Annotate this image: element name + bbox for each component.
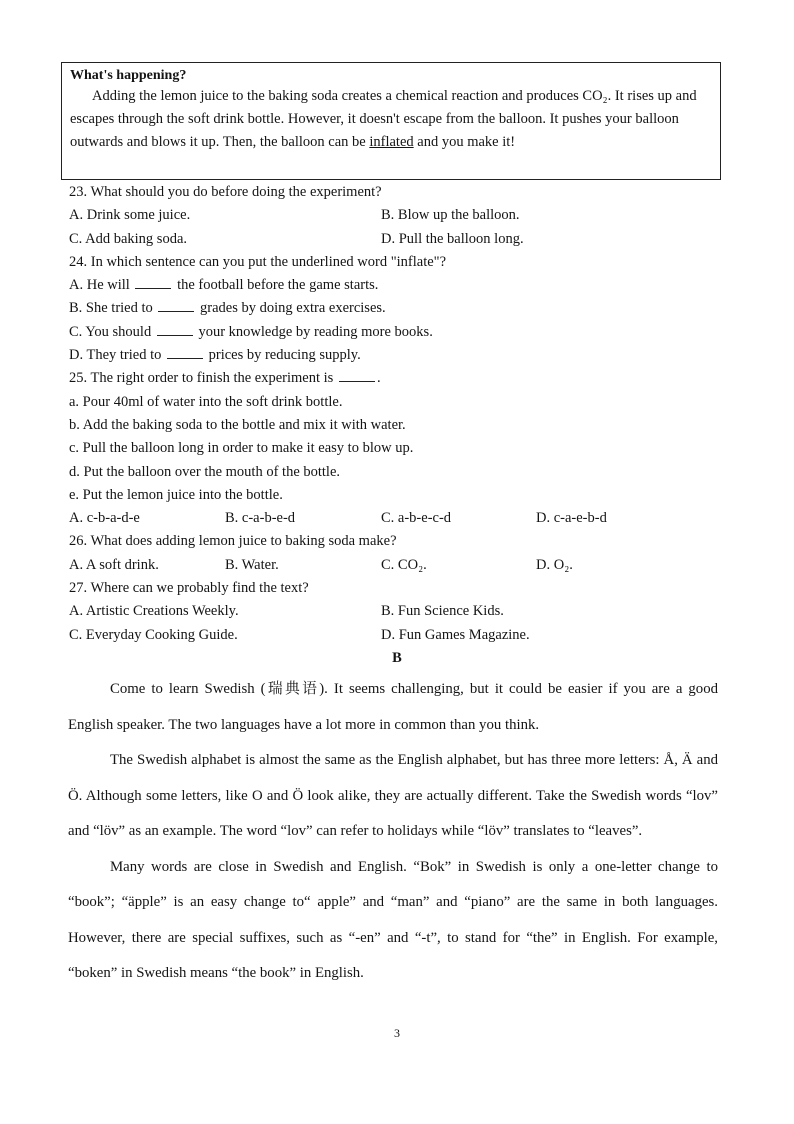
q24-d-post: prices by reducing supply. [208,347,361,364]
q27-option-a: A. Artistic Creations Weekly. [69,603,239,620]
reading-passage [68,672,718,992]
explanation-box [61,62,721,180]
question-27-options-row2 [69,624,729,647]
answer-blank [167,344,203,359]
question-25-options [69,507,729,530]
q25-option-b: B. c-a-b-e-d [225,510,296,527]
underlined-word: inflated [369,134,414,150]
answer-blank [158,297,194,312]
q24-option-d [69,344,729,367]
q23-option-c: C. Add baking soda. [69,230,188,247]
q25-step-d: d. Put the balloon over the mouth of the bottle. [69,463,341,480]
q24-option-b [69,297,729,320]
question-23-options-row2 [69,228,729,251]
question-23-options-row1 [69,204,729,227]
q27-option-c: C. Everyday Cooking Guide. [69,626,238,643]
q23-option-d: D. Pull the balloon long. [381,230,524,247]
q27-option-b: B. Fun Science Kids. [381,603,504,620]
question-26-stem: 26. What does adding lemon juice to baking soda make? [69,533,397,550]
question-25-stem [69,367,729,390]
passage-paragraph-3: Many words are close in Swedish and English. “Bok” in Swedish is only a one-letter change to “book”; “äpple” is an easy change to“ apple” and “man” and “piano” are the same in both languages. However, there are special suffixes, such as “-en” and “-t”, to stand for “the” in English. For example, “boken” in Swedish means “the book” in English. [68,858,718,981]
q26-option-a: A. A soft drink. [69,556,159,573]
q24-d-pre: D. They tried to [69,347,162,364]
q26-option-c: C. CO₂. [381,556,427,573]
q23-option-a: A. Drink some juice. [69,207,191,224]
answer-blank [135,274,171,289]
q25-step-c: c. Pull the balloon long in order to make it easy to blow up. [69,440,414,457]
q25-option-d: D. c-a-e-b-d [536,510,607,527]
box-text-after: and you make it! [413,134,516,150]
q26-option-d: D. O₂. [536,556,573,573]
question-27-options-row1 [69,600,729,623]
q25-option-a: A. c-b-a-d-e [69,510,140,527]
passage-paragraph-2: The Swedish alphabet is almost the same as the English alphabet, but has three more letters: Å, Ä and Ö. Although some letters, like O and Ö look alike, they are actually different. Take the Swedish words “lov” and “löv” as an example. The word “lov” can refer to holidays while “löv” translates to “leaves”. [68,752,718,839]
q23-option-b: B. Blow up the balloon. [381,207,520,224]
q24-c-post: your knowledge by reading more books. [198,323,433,340]
q25-stem-text: 25. The right order to finish the experiment is [69,370,334,387]
q25-step-e: e. Put the lemon juice into the bottle. [69,486,283,503]
answer-blank [157,321,193,336]
question-27-stem: 27. Where can we probably find the text? [69,580,309,597]
q24-c-pre: C. You should [69,323,152,340]
section-heading: B [392,650,402,666]
q27-option-d: D. Fun Games Magazine. [381,626,530,643]
box-title: What's happening? [70,68,187,83]
q25-option-c: C. a-b-e-c-d [381,510,452,527]
question-24-stem: 24. In which sentence can you put the underlined word "inflate"? [69,253,447,270]
answer-blank [339,367,375,382]
q24-option-c [69,321,729,344]
page-number: 3 [394,1026,400,1040]
q24-a-post: the football before the game starts. [177,277,379,294]
question-23-stem: 23. What should you do before doing the experiment? [69,184,382,200]
box-text-before: Adding the lemon juice to the baking soda creates a chemical reaction and produces CO₂. It rises up and escapes through the soft drink bottle. However, it doesn't escape from the balloon. It pushes your balloon outwards and blows it up. Then, the balloon can be [70,88,697,150]
q24-option-a [69,274,729,297]
q24-b-pre: B. She tried to [69,300,153,317]
passage-paragraph-1: Come to learn Swedish (瑞典语). It seems challenging, but it could be easier if you are a good English speaker. The two languages have a lot more in common than you think. [68,681,718,733]
q25-step-a: a. Pour 40ml of water into the soft drink bottle. [69,393,343,410]
q25-stem-end: . [376,370,381,387]
questions [69,181,729,647]
box-paragraph [70,85,712,154]
q24-a-pre: A. He will [69,277,130,294]
q24-b-post: grades by doing extra exercises. [200,300,386,317]
q26-option-b: B. Water. [225,556,279,573]
q25-step-b: b. Add the baking soda to the bottle and mix it with water. [69,416,406,433]
question-26-options [69,554,729,577]
